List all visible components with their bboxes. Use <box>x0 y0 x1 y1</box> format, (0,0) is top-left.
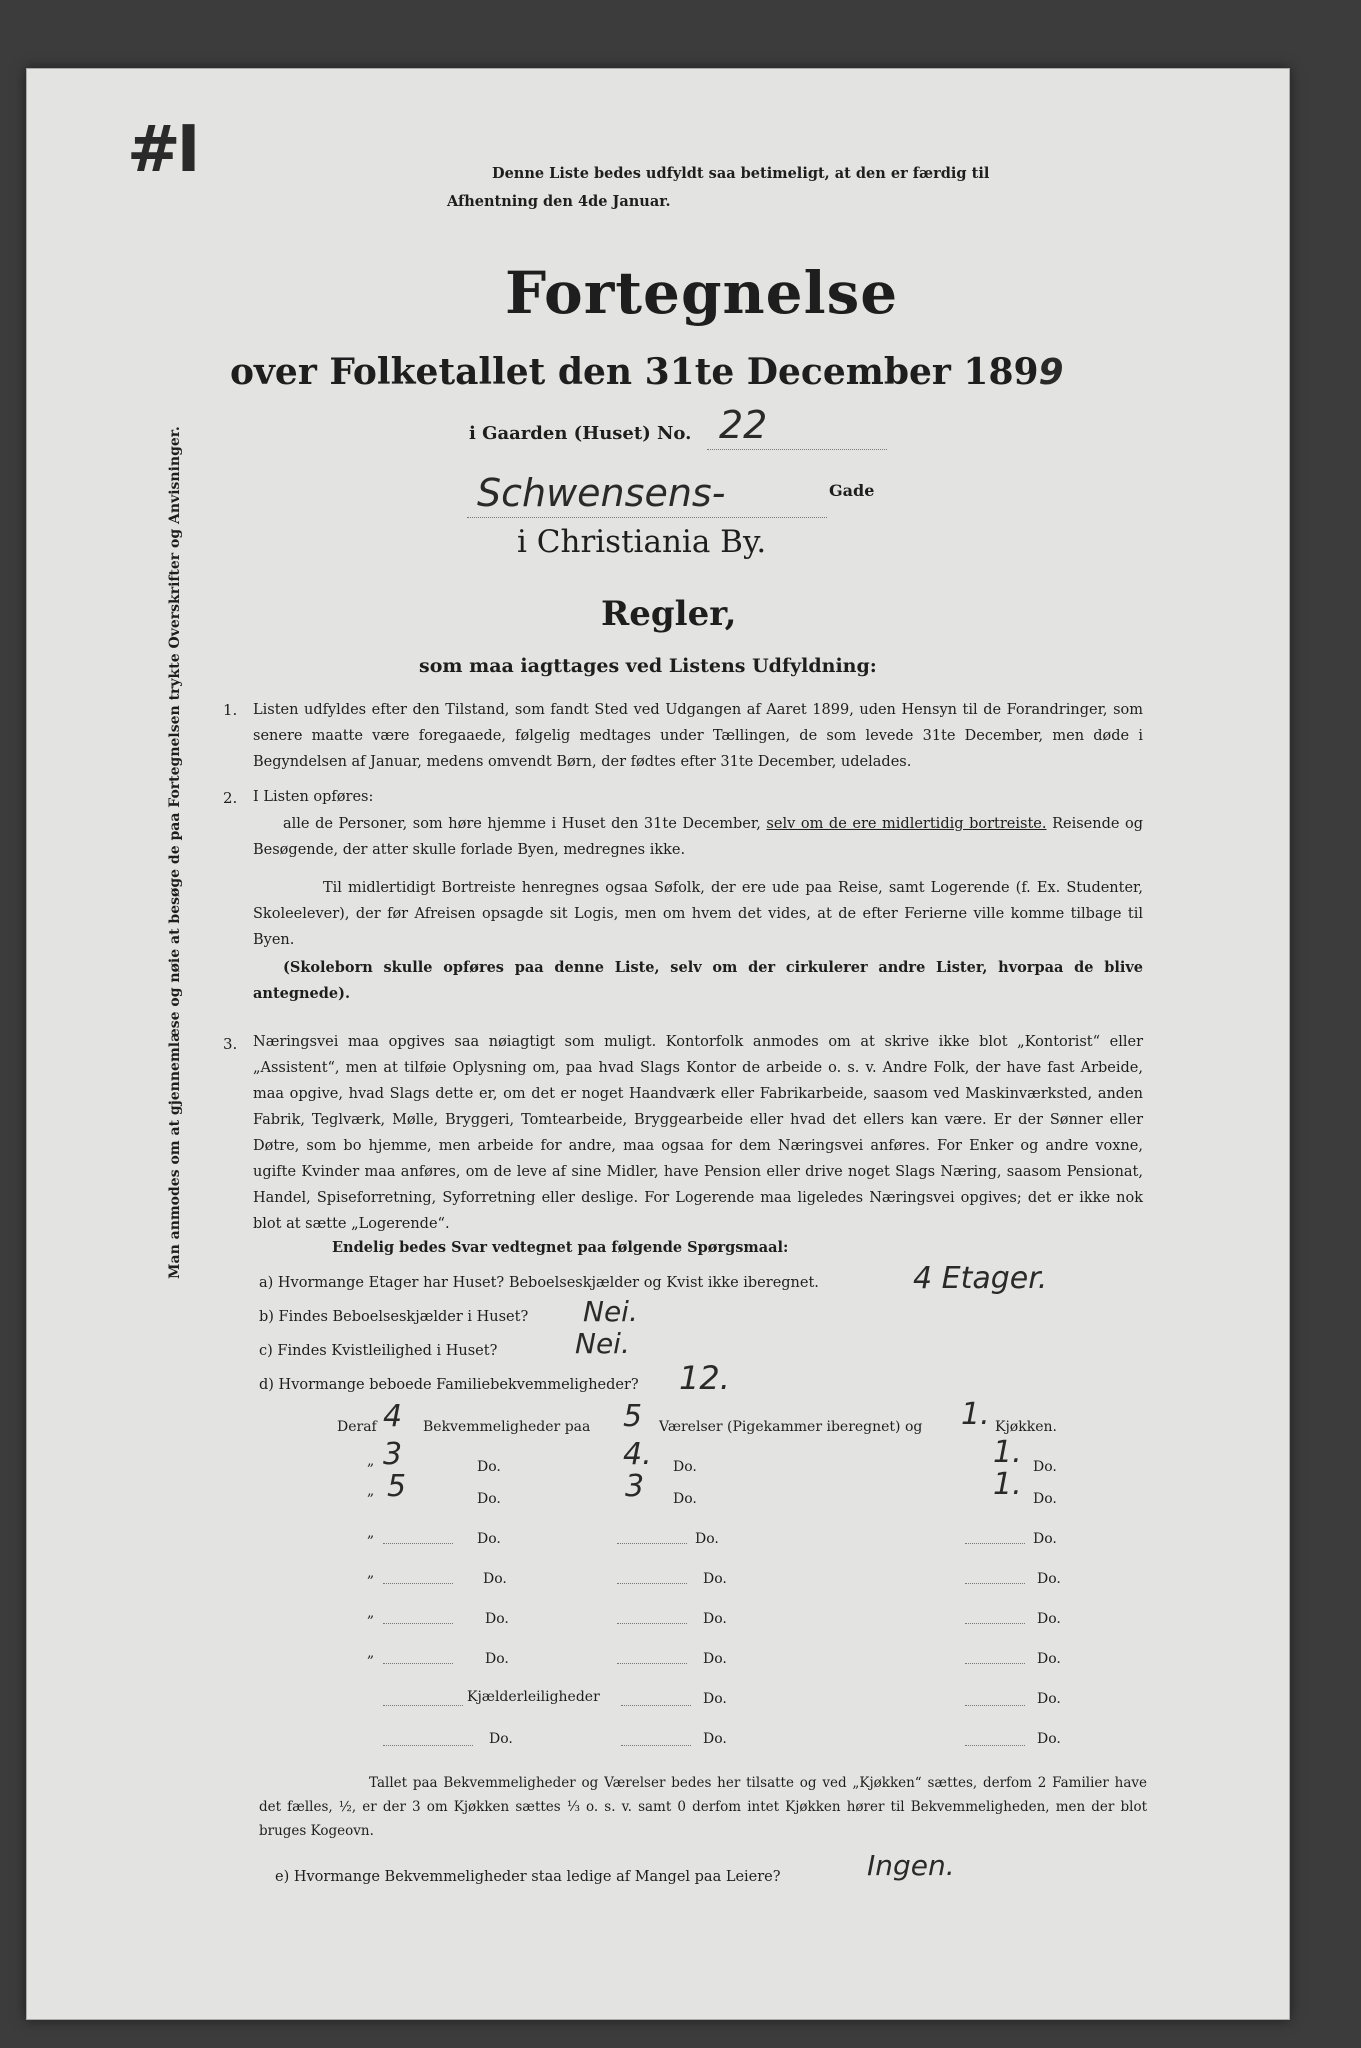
row2-do-2: Do. <box>673 1459 697 1475</box>
answer-a: 4 Etager. <box>913 1261 1048 1296</box>
rules-subheading: som maa iagttages ved Listens Udfyldning: <box>419 655 877 677</box>
subtitle-year-digit: 9 <box>1038 352 1064 393</box>
row7-do-3: Do. <box>1037 1651 1061 1667</box>
rule-2a-pre: alle de Personer, som høre hjemme i Huset den 31te December, <box>283 816 761 832</box>
row3-do-1: Do. <box>477 1491 501 1507</box>
answer-e: Ingen. <box>867 1849 955 1882</box>
last-row-line-2 <box>621 1745 691 1746</box>
row3-quote: „ <box>367 1483 375 1499</box>
questions-intro: Endelig bedes Svar vedtegnet paa følgende Spørgsmaal: <box>332 1239 789 1256</box>
rules-heading: Regler, <box>601 594 737 634</box>
gaard-label: i Gaarden (Huset) No. <box>469 423 692 444</box>
rule-2c-text: (Skoleborn skulle opføres paa denne Liste, selv om der cirkulerer andre Lister, hvorpaa de blive antegnede). <box>253 959 1143 1002</box>
row6-do-2: Do. <box>703 1611 727 1627</box>
answer-d: 12. <box>679 1359 730 1397</box>
subtitle <box>230 351 1064 393</box>
census-form-page <box>26 68 1290 2020</box>
vaer-label: Værelser (Pigekammer iberegnet) og <box>659 1419 923 1435</box>
kjaelder-label: Kjælderleiligheder <box>467 1689 600 1705</box>
question-b: b) Findes Beboelseskjælder i Huset? <box>259 1309 529 1325</box>
rule-2-intro: I Listen opføres: <box>253 789 374 805</box>
row4-line-2 <box>617 1543 687 1544</box>
row6-line-2 <box>617 1623 687 1624</box>
kjaelder-do-3: Do. <box>1037 1691 1061 1707</box>
question-d: d) Hvormange beboede Familiebekvemmeligheder? <box>259 1377 639 1393</box>
row7-do-2: Do. <box>703 1651 727 1667</box>
row6-quote: „ <box>367 1605 375 1621</box>
row4-line-3 <box>965 1543 1025 1544</box>
row6-do-3: Do. <box>1037 1611 1061 1627</box>
kjaelder-do-2: Do. <box>703 1691 727 1707</box>
row2-kjokken: 1. <box>993 1435 1022 1470</box>
rule-2a-post: Reisende og Besøgende, der atter skulle forlade Byen, medregnes ikke. <box>253 816 1144 858</box>
last-row-line-1 <box>383 1745 473 1746</box>
gaard-number: 22 <box>719 403 768 447</box>
row4-line-1 <box>383 1543 453 1544</box>
row5-do-3: Do. <box>1037 1571 1061 1587</box>
row5-quote: „ <box>367 1565 375 1581</box>
last-row-do-1: Do. <box>489 1731 513 1747</box>
rule-3-number: 3. <box>223 1035 238 1053</box>
row2-quote: „ <box>367 1453 375 1469</box>
row7-line-3 <box>965 1663 1025 1664</box>
rule-2a-underlined: selv om de ere midlertidig bortreiste. <box>766 816 1047 832</box>
deraf-label: Deraf <box>337 1419 377 1435</box>
notice-line-2: Afhentning den 4de Januar. <box>447 193 671 210</box>
rule-2b-text: Til midlertidigt Bortreiste henregnes ogsaa Søfolk, der ere ude paa Reise, samt Logerende (f. Ex. Studenter, Skoleelever), der før Afreisen opsagde sit Logis, men om hvem det vides, at de efter Ferierne ville komme tilbage til Byen. <box>253 880 1143 948</box>
notice-line-1: Denne Liste bedes udfyldt saa betimeligt, at den er færdig til <box>492 165 990 182</box>
row2-do-1: Do. <box>477 1459 501 1475</box>
question-c: c) Findes Kvistleilighed i Huset? <box>259 1343 498 1359</box>
question-a: a) Hvormange Etager har Huset? Beboelseskjælder og Kvist ikke iberegnet. <box>259 1275 819 1291</box>
last-row-do-2: Do. <box>703 1731 727 1747</box>
answer-c: Nei. <box>575 1327 630 1360</box>
page-title: Fortegnelse <box>505 259 899 327</box>
row2-do-3: Do. <box>1033 1459 1057 1475</box>
rule-3-text: Næringsvei maa opgives saa nøiagtigt som muligt. Kontorfolk anmodes om at skrive ikke blot „Kontorist“ eller „Assistent“, men at tilføie Oplysning om, paa hvad Slags Kontor de arbeide o. s. v. Andre Folk, der have fast Arbeide, maa opgive, hvad Slags dette er, om det er noget Haandværk eller Fabrikarbeide, saasom ved Maskinværksted, anden Fabrik, Teglværk, Mølle, Bryggeri, Tomtearbeide, Bryggearbeide eller hvad det ellers kan være. Er der Sønner eller Døtre, som bo hjemme, men arbeide for andre, maa ogsaa for dem Næringsvei anføres. For Enker og andre voxne, ugifte Kvinder maa anføres, om de leve af sine Midler, have Pension eller drive noget Slags Næring, saasom Pensionat, Handel, Spiseforretning, Syforretning eller deslige. For Logerende maa ligeledes Næringsvei opgives; det er ikke nok blot at sætte „Logerende“. <box>253 1034 1143 1232</box>
kjokken-label: Kjøkken. <box>995 1419 1057 1435</box>
rule-2a-text <box>253 811 1143 863</box>
margin-instruction: Man anmodes om at gjennemlæse og nøie at besøge de paa Fortegnelsen trykte Overskrifter og Anvisninger. <box>167 426 183 1279</box>
row7-quote: „ <box>367 1645 375 1661</box>
row4-do-3: Do. <box>1033 1531 1057 1547</box>
table-footnote: Tallet paa Bekvemmeligheder og Værelser bedes her tilsatte og ved „Kjøkken“ sættes, derfom 2 Familier have det fælles, ½, er der 3 om Kjøkken sættes ⅓ o. s. v. samt 0 derfom intet Kjøkken hører til Bekvemmeligheden, men der blot bruges Kogeovn. <box>259 1775 1147 1839</box>
row4-do-2: Do. <box>695 1531 719 1547</box>
row5-line-2 <box>617 1583 687 1584</box>
question-e: e) Hvormange Bekvemmeligheder staa ledige af Mangel paa Leiere? <box>275 1869 781 1885</box>
row7-line-1 <box>383 1663 453 1664</box>
street-name: Schwensens- <box>477 471 726 515</box>
rule-1-number: 1. <box>223 701 238 719</box>
row5-line-3 <box>965 1583 1025 1584</box>
row2-vaer: 4. <box>623 1437 652 1472</box>
gade-label: Gade <box>829 481 875 500</box>
row1-vaer: 5 <box>623 1399 643 1434</box>
answer-b: Nei. <box>583 1295 638 1328</box>
row5-do-1: Do. <box>483 1571 507 1587</box>
kjaelder-line-3 <box>965 1705 1025 1706</box>
row5-do-2: Do. <box>703 1571 727 1587</box>
row1-bekv: 4 <box>383 1399 403 1434</box>
row6-line-1 <box>383 1623 453 1624</box>
subtitle-printed: over Folketallet den 31te December 189 <box>230 351 1039 393</box>
corner-mark: #I <box>127 113 197 187</box>
row3-kjokken: 1. <box>993 1467 1022 1502</box>
gaard-line <box>707 449 887 450</box>
row6-do-1: Do. <box>485 1611 509 1627</box>
kjaelder-line-1 <box>383 1705 463 1706</box>
row4-quote: „ <box>367 1525 375 1541</box>
row5-line-1 <box>383 1583 453 1584</box>
last-row-do-3: Do. <box>1037 1731 1061 1747</box>
city-line: i Christiania By. <box>517 524 767 560</box>
bekv-label: Bekvemmeligheder paa <box>423 1419 591 1435</box>
row6-line-3 <box>965 1623 1025 1624</box>
row2-bekv: 3 <box>383 1437 403 1472</box>
rule-1-text: Listen udfyldes efter den Tilstand, som fandt Sted ved Udgangen af Aaret 1899, uden Hensyn til de Forandringer, som senere maatte være foregaaede, følgelig medtages under Tællingen, de som levede 31te December, men døde i Begyndelsen af Januar, medens omvendt Børn, der fødtes efter 31te December, udelades. <box>253 702 1143 770</box>
kjaelder-line-2 <box>621 1705 691 1706</box>
row1-kjokken: 1. <box>961 1397 990 1432</box>
row3-do-2: Do. <box>673 1491 697 1507</box>
row7-do-1: Do. <box>485 1651 509 1667</box>
row3-vaer: 3 <box>625 1469 645 1504</box>
street-line <box>467 517 827 518</box>
row4-do-1: Do. <box>477 1531 501 1547</box>
row3-do-3: Do. <box>1033 1491 1057 1507</box>
last-row-line-3 <box>965 1745 1025 1746</box>
rule-2-number: 2. <box>223 789 238 807</box>
row7-line-2 <box>617 1663 687 1664</box>
row3-bekv: 5 <box>387 1469 407 1504</box>
